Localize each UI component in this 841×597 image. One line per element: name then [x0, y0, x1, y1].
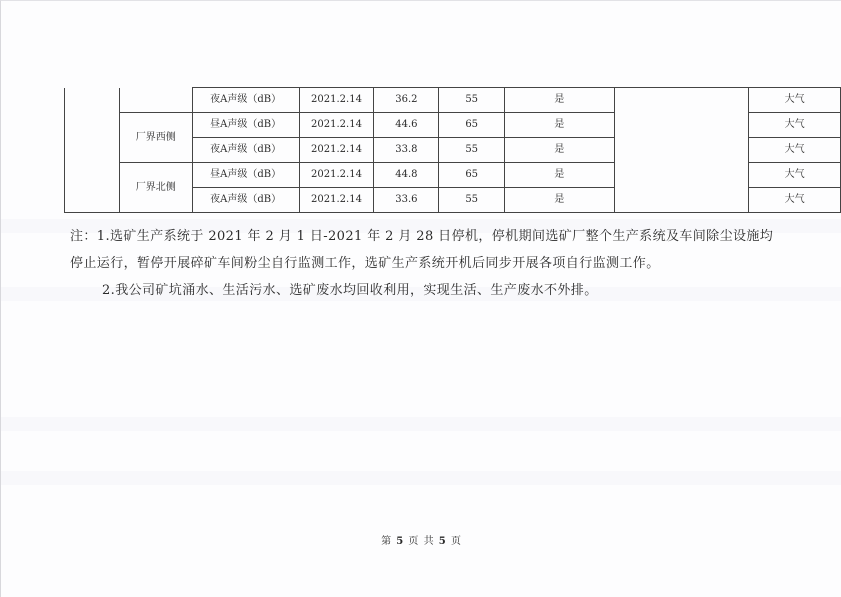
- table-cell-compliant: 是: [505, 138, 615, 163]
- table-cell-limit: 65: [439, 163, 505, 188]
- table-cell-compliant: 是: [505, 163, 615, 188]
- noise-monitoring-table: [64, 87, 841, 213]
- table-cell-item: 夜A声级（dB）: [192, 138, 299, 163]
- scan-artifact: [1, 471, 841, 485]
- table-cell-category: 大气: [749, 113, 841, 138]
- table-cell-site: 厂界西侧: [119, 113, 192, 163]
- table-cell-value: 33.6: [374, 188, 439, 213]
- table-cell-category: 大气: [749, 138, 841, 163]
- table-cell-date: 2021.2.14: [299, 163, 374, 188]
- table-cell-category-group: [65, 88, 120, 213]
- table-cell-item: 夜A声级（dB）: [192, 88, 299, 113]
- table-cell-category: 大气: [749, 88, 841, 113]
- table-cell-limit: 65: [439, 113, 505, 138]
- table-cell-item: 昼A声级（dB）: [192, 113, 299, 138]
- note-2: 2.我公司矿坑涌水、生活污水、选矿废水均回收利用，实现生活、生产废水不外排。: [102, 283, 598, 298]
- table-cell-item: 昼A声级（dB）: [192, 163, 299, 188]
- table-cell-date: 2021.2.14: [299, 113, 374, 138]
- table-cell-category: 大气: [749, 188, 841, 213]
- footer-suffix: 页: [450, 536, 462, 547]
- table-cell-limit: 55: [439, 88, 505, 113]
- table-cell-compliant: 是: [505, 88, 615, 113]
- table-cell-item: 夜A声级（dB）: [192, 188, 299, 213]
- note-1-line-1: 注：1.选矿生产系统于 2021 年 2 月 1 日-2021 年 2 月 28 日停机，停机期间选矿厂整个生产系统及车间除尘设施均: [70, 229, 774, 244]
- footer-page-number: 5: [396, 536, 405, 547]
- table-cell-value: 44.6: [374, 113, 439, 138]
- note-1-line-2: 停止运行，暂停开展碎矿车间粉尘自行监测工作，选矿生产系统开机后同步开展各项自行监测工作。: [70, 256, 660, 271]
- table-cell-value: 33.8: [374, 138, 439, 163]
- table-row: [65, 88, 841, 113]
- table-cell-value: 44.8: [374, 163, 439, 188]
- page-number-footer: [1, 532, 841, 547]
- footer-middle: 页 共: [408, 536, 435, 547]
- table-cell-value: 36.2: [374, 88, 439, 113]
- table-cell-compliant: 是: [505, 113, 615, 138]
- scan-artifact: [1, 417, 841, 431]
- table-cell-compliant: 是: [505, 188, 615, 213]
- notes-section: [70, 223, 790, 304]
- table-cell-remark: [614, 88, 749, 213]
- table-cell-limit: 55: [439, 138, 505, 163]
- footer-prefix: 第: [381, 536, 393, 547]
- table-cell-site: [119, 88, 192, 113]
- table-cell-limit: 55: [439, 188, 505, 213]
- footer-total-pages: 5: [438, 536, 447, 547]
- table-cell-category: 大气: [749, 163, 841, 188]
- table-cell-date: 2021.2.14: [299, 138, 374, 163]
- table-cell-site: 厂界北侧: [119, 163, 192, 213]
- table-cell-date: 2021.2.14: [299, 188, 374, 213]
- table-cell-date: 2021.2.14: [299, 88, 374, 113]
